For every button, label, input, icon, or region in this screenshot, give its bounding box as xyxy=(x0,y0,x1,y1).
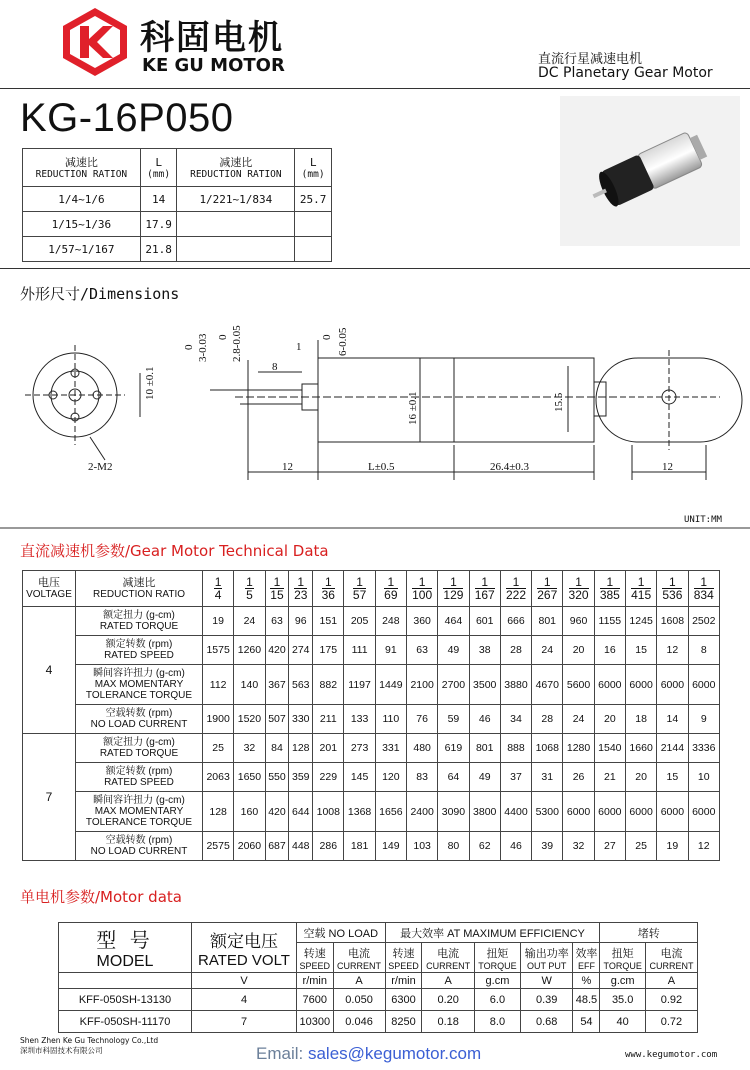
value-cell: 84 xyxy=(265,734,289,763)
voltage-cell: 7 xyxy=(23,734,76,861)
dimension-drawing xyxy=(0,300,750,535)
footer-email: Email: sales@kegumotor.com xyxy=(256,1044,482,1063)
value-cell: 273 xyxy=(344,734,375,763)
product-type-cn: 直流行星减速电机 xyxy=(538,52,643,67)
unit-cell: W xyxy=(520,973,573,989)
value-cell: 6000 xyxy=(594,665,625,705)
value-cell: 6000 xyxy=(688,792,719,832)
ratio-col-header: $\frac{1}{167}$ xyxy=(469,571,500,607)
value-cell: 229 xyxy=(313,763,344,792)
unit-cell: A xyxy=(333,973,385,989)
dim-d1-b: 3-0.03 xyxy=(197,333,209,362)
value-cell: 0.20 xyxy=(422,989,475,1011)
value-cell: 103 xyxy=(407,832,438,861)
l-cell: 14 xyxy=(140,187,177,212)
value-cell: 32 xyxy=(563,832,594,861)
dim-fifteen: 15.5 xyxy=(553,392,565,412)
dim-d2-b: 2.8-0.05 xyxy=(231,325,243,362)
dim-d2-a: 0 xyxy=(217,334,229,340)
value-cell: 35.0 xyxy=(600,989,646,1011)
param-label: 额定扭力 (g-cm) RATED TORQUE xyxy=(76,734,203,763)
voltage-cell: 4 xyxy=(23,607,76,734)
tech-table xyxy=(22,570,720,861)
ratio-cell xyxy=(177,212,295,237)
value-cell: 4 xyxy=(192,989,297,1011)
unit-cell: r/min xyxy=(385,973,422,989)
unit-cell: r/min xyxy=(297,973,334,989)
value-cell: 111 xyxy=(344,636,375,665)
motor-sub-header: 转速 SPEED xyxy=(297,943,334,973)
front-view xyxy=(25,345,140,460)
table-row xyxy=(59,1011,698,1033)
value-cell: 27 xyxy=(594,832,625,861)
ratio-col-header: $\frac{1}{267}$ xyxy=(532,571,563,607)
value-cell: 32 xyxy=(234,734,265,763)
value-cell: 1656 xyxy=(375,792,406,832)
value-cell: 211 xyxy=(313,705,344,734)
value-cell: 145 xyxy=(344,763,375,792)
value-cell: 1449 xyxy=(375,665,406,705)
motor-title: 单电机参数/Motor data xyxy=(20,888,182,906)
ratio-header: 减速比 REDUCTION RATIO xyxy=(76,571,203,607)
value-cell: 26 xyxy=(563,763,594,792)
value-cell: 181 xyxy=(344,832,375,861)
table-row xyxy=(23,832,720,861)
value-cell: 1540 xyxy=(594,734,625,763)
value-cell: 120 xyxy=(375,763,406,792)
value-cell: 2502 xyxy=(688,607,719,636)
value-cell: 0.050 xyxy=(333,989,385,1011)
unit-cell: A xyxy=(422,973,475,989)
value-cell: 550 xyxy=(265,763,289,792)
l-cell: 17.9 xyxy=(140,212,177,237)
value-cell: 420 xyxy=(265,636,289,665)
ratio-cell: 1/4~1/6 xyxy=(23,187,141,212)
value-cell: 1368 xyxy=(344,792,375,832)
table-row xyxy=(23,763,720,792)
l-cell: 21.8 xyxy=(140,237,177,262)
motor-sub-header: 电流 CURRENT xyxy=(422,943,475,973)
unit-cell: g.cm xyxy=(474,973,520,989)
value-cell: 1155 xyxy=(594,607,625,636)
value-cell: 330 xyxy=(289,705,313,734)
value-cell: 91 xyxy=(375,636,406,665)
value-cell: 201 xyxy=(313,734,344,763)
table-row xyxy=(23,665,720,705)
value-cell: 205 xyxy=(344,607,375,636)
value-cell: 37 xyxy=(500,763,531,792)
value-cell: 28 xyxy=(532,705,563,734)
value-cell: 6000 xyxy=(657,665,688,705)
table-row xyxy=(23,792,720,832)
dim-one: 1 xyxy=(296,341,302,353)
section-divider xyxy=(0,268,750,269)
value-cell: 1068 xyxy=(532,734,563,763)
value-cell: 1008 xyxy=(313,792,344,832)
value-cell: 3800 xyxy=(469,792,500,832)
value-cell: 6000 xyxy=(594,792,625,832)
value-cell: 6.0 xyxy=(474,989,520,1011)
value-cell: 1197 xyxy=(344,665,375,705)
l-cell xyxy=(295,212,332,237)
ratio-col-header: $\frac{1}{4}$ xyxy=(203,571,234,607)
value-cell: 46 xyxy=(469,705,500,734)
unit-cell: % xyxy=(573,973,600,989)
ratio-cell: 1/57~1/167 xyxy=(23,237,141,262)
value-cell: 175 xyxy=(313,636,344,665)
l-header-2: L (mm) xyxy=(295,149,332,187)
value-cell: 619 xyxy=(438,734,469,763)
dim-sixteen: 16 ±0.1 xyxy=(407,391,419,425)
value-cell: 448 xyxy=(289,832,313,861)
value-cell: 24 xyxy=(234,607,265,636)
value-cell: 420 xyxy=(265,792,289,832)
motor-sub-header: 扭矩 TORQUE xyxy=(474,943,520,973)
value-cell: 49 xyxy=(438,636,469,665)
value-cell: 149 xyxy=(375,832,406,861)
value-cell: 14 xyxy=(657,705,688,734)
model-cell: KFF-050SH-11170 xyxy=(59,1011,192,1033)
ratio-col-header: $\frac{1}{129}$ xyxy=(438,571,469,607)
dimensions-title: 外形尺寸/Dimensions xyxy=(20,285,180,303)
value-cell: 563 xyxy=(289,665,313,705)
dim-wl: L±0.5 xyxy=(368,461,395,473)
ratio-col-header: $\frac{1}{23}$ xyxy=(289,571,313,607)
value-cell: 63 xyxy=(265,607,289,636)
value-cell: 6000 xyxy=(625,792,656,832)
value-cell: 0.92 xyxy=(645,989,697,1011)
dim-eight: 8 xyxy=(272,361,278,373)
l-cell xyxy=(295,237,332,262)
value-cell: 331 xyxy=(375,734,406,763)
value-cell: 54 xyxy=(573,1011,600,1033)
param-label: 空载转数 (rpm) NO LOAD CURRENT xyxy=(76,832,203,861)
value-cell: 133 xyxy=(344,705,375,734)
param-label: 额定扭力 (g-cm) RATED TORQUE xyxy=(76,607,203,636)
value-cell: 80 xyxy=(438,832,469,861)
value-cell: 1660 xyxy=(625,734,656,763)
ratio-cell xyxy=(177,237,295,262)
value-cell: 360 xyxy=(407,607,438,636)
dim-w26: 26.4±0.3 xyxy=(490,461,530,473)
value-cell: 3090 xyxy=(438,792,469,832)
value-cell: 20 xyxy=(625,763,656,792)
value-cell: 480 xyxy=(407,734,438,763)
value-cell: 140 xyxy=(234,665,265,705)
value-cell: 359 xyxy=(289,763,313,792)
ratio-col-header: $\frac{1}{536}$ xyxy=(657,571,688,607)
value-cell: 76 xyxy=(407,705,438,734)
rated-volt-header: 额定电压 RATED VOLT xyxy=(192,923,297,973)
value-cell: 15 xyxy=(625,636,656,665)
value-cell: 1245 xyxy=(625,607,656,636)
value-cell: 24 xyxy=(532,636,563,665)
value-cell: 2575 xyxy=(203,832,234,861)
dim-m2: 2-M2 xyxy=(88,461,113,473)
footer-company: Shen Zhen Ke Gu Technology Co.,Ltd 深圳市科固技术有限公司 xyxy=(20,1036,159,1055)
value-cell: 31 xyxy=(532,763,563,792)
footer-website[interactable]: www.kegumotor.com xyxy=(625,1050,718,1060)
value-cell: 16 xyxy=(594,636,625,665)
dim-w12b: 12 xyxy=(662,461,673,473)
value-cell: 21 xyxy=(594,763,625,792)
unit-cell: V xyxy=(192,973,297,989)
email-link[interactable]: sales@kegumotor.com xyxy=(307,1044,482,1063)
value-cell: 28 xyxy=(500,636,531,665)
value-cell: 6000 xyxy=(625,665,656,705)
ratio-col-header: $\frac{1}{5}$ xyxy=(234,571,265,607)
param-label: 瞬间容许扭力 (g-cm) MAX MOMENTARY TOLERANCE TORQUE xyxy=(76,792,203,832)
value-cell: 507 xyxy=(265,705,289,734)
table-row xyxy=(23,636,720,665)
value-cell: 49 xyxy=(469,763,500,792)
value-cell: 5600 xyxy=(563,665,594,705)
value-cell: 0.39 xyxy=(520,989,573,1011)
tech-title: 直流减速机参数/Gear Motor Technical Data xyxy=(20,542,329,560)
ratio-header-2: 减速比 REDUCTION RATION xyxy=(177,149,295,187)
l-cell: 25.7 xyxy=(295,187,332,212)
value-cell: 367 xyxy=(265,665,289,705)
model-header: 型 号 MODEL xyxy=(59,923,192,973)
value-cell: 24 xyxy=(563,705,594,734)
value-cell: 7600 xyxy=(297,989,334,1011)
unit-blank xyxy=(59,973,192,989)
value-cell: 2100 xyxy=(407,665,438,705)
value-cell: 0.046 xyxy=(333,1011,385,1033)
value-cell: 2063 xyxy=(203,763,234,792)
value-cell: 601 xyxy=(469,607,500,636)
motor-sub-header: 效率 EFF xyxy=(573,943,600,973)
ratio-col-header: $\frac{1}{100}$ xyxy=(407,571,438,607)
value-cell: 644 xyxy=(289,792,313,832)
value-cell: 2700 xyxy=(438,665,469,705)
dim-d3-a: 0 xyxy=(321,334,333,340)
value-cell: 112 xyxy=(203,665,234,705)
value-cell: 0.18 xyxy=(422,1011,475,1033)
value-cell: 62 xyxy=(469,832,500,861)
value-cell: 0.72 xyxy=(645,1011,697,1033)
value-cell: 39 xyxy=(532,832,563,861)
value-cell: 83 xyxy=(407,763,438,792)
value-cell: 6000 xyxy=(657,792,688,832)
value-cell: 8 xyxy=(688,636,719,665)
value-cell: 0.68 xyxy=(520,1011,573,1033)
value-cell: 2144 xyxy=(657,734,688,763)
motor-sub-header: 输出功率 OUT PUT xyxy=(520,943,573,973)
value-cell: 48.5 xyxy=(573,989,600,1011)
dim-w12a: 12 xyxy=(282,461,293,473)
value-cell: 274 xyxy=(289,636,313,665)
table-row xyxy=(23,705,720,734)
value-cell: 8250 xyxy=(385,1011,422,1033)
value-cell: 40 xyxy=(600,1011,646,1033)
value-cell: 18 xyxy=(625,705,656,734)
ratio-col-header: $\frac{1}{69}$ xyxy=(375,571,406,607)
ratio-col-header: $\frac{1}{834}$ xyxy=(688,571,719,607)
stall-header: 堵转 xyxy=(600,923,698,943)
value-cell: 3336 xyxy=(688,734,719,763)
value-cell: 6000 xyxy=(688,665,719,705)
value-cell: 96 xyxy=(289,607,313,636)
value-cell: 38 xyxy=(469,636,500,665)
value-cell: 248 xyxy=(375,607,406,636)
value-cell: 10300 xyxy=(297,1011,334,1033)
unit-label: UNIT:MM xyxy=(684,515,722,525)
voltage-header: 电压 VOLTAGE xyxy=(23,571,76,607)
value-cell: 12 xyxy=(657,636,688,665)
value-cell: 801 xyxy=(469,734,500,763)
param-label: 空载转数 (rpm) NO LOAD CURRENT xyxy=(76,705,203,734)
model-title: KG-16P050 xyxy=(20,96,234,140)
value-cell: 888 xyxy=(500,734,531,763)
dim-ten: 10 ±0.1 xyxy=(144,366,156,400)
value-cell: 59 xyxy=(438,705,469,734)
model-cell: KFF-050SH-13130 xyxy=(59,989,192,1011)
value-cell: 128 xyxy=(289,734,313,763)
product-type-en: DC Planetary Gear Motor xyxy=(538,65,713,81)
unit-cell: A xyxy=(645,973,697,989)
ratio-col-header: $\frac{1}{415}$ xyxy=(625,571,656,607)
value-cell: 286 xyxy=(313,832,344,861)
value-cell: 9 xyxy=(688,705,719,734)
value-cell: 128 xyxy=(203,792,234,832)
param-label: 额定转数 (rpm) RATED SPEED xyxy=(76,636,203,665)
dim-d3-b: 6-0.05 xyxy=(337,327,349,356)
value-cell: 19 xyxy=(203,607,234,636)
value-cell: 687 xyxy=(265,832,289,861)
value-cell: 464 xyxy=(438,607,469,636)
value-cell: 25 xyxy=(625,832,656,861)
value-cell: 63 xyxy=(407,636,438,665)
l-header-1: L (mm) xyxy=(140,149,177,187)
value-cell: 20 xyxy=(563,636,594,665)
unit-cell: g.cm xyxy=(600,973,646,989)
motor-photo xyxy=(560,96,740,246)
value-cell: 960 xyxy=(563,607,594,636)
value-cell: 8.0 xyxy=(474,1011,520,1033)
value-cell: 666 xyxy=(500,607,531,636)
value-cell: 801 xyxy=(532,607,563,636)
table-row xyxy=(23,607,720,636)
brand-name-en: KE GU MOTOR xyxy=(142,55,285,76)
value-cell: 5300 xyxy=(532,792,563,832)
value-cell: 110 xyxy=(375,705,406,734)
value-cell: 20 xyxy=(594,705,625,734)
maxeff-header: 最大效率 AT MAXIMUM EFFICIENCY xyxy=(385,923,600,943)
noload-header: 空载 NO LOAD xyxy=(297,923,386,943)
motor-sub-header: 转速 SPEED xyxy=(385,943,422,973)
ratio-col-header: $\frac{1}{222}$ xyxy=(500,571,531,607)
value-cell: 1650 xyxy=(234,763,265,792)
brand-name-cn: 科固电机 xyxy=(140,18,284,58)
value-cell: 7 xyxy=(192,1011,297,1033)
ratio-header-1: 减速比 REDUCTION RATION xyxy=(23,149,141,187)
ratio-cell: 1/15~1/36 xyxy=(23,212,141,237)
value-cell: 1900 xyxy=(203,705,234,734)
value-cell: 19 xyxy=(657,832,688,861)
ratio-cell: 1/221~1/834 xyxy=(177,187,295,212)
motor-table xyxy=(58,922,698,1033)
kegu-logo-icon xyxy=(55,6,135,78)
value-cell: 12 xyxy=(688,832,719,861)
value-cell: 6000 xyxy=(563,792,594,832)
ratio-col-header: $\frac{1}{320}$ xyxy=(563,571,594,607)
value-cell: 64 xyxy=(438,763,469,792)
value-cell: 882 xyxy=(313,665,344,705)
ratio-col-header: $\frac{1}{385}$ xyxy=(594,571,625,607)
value-cell: 25 xyxy=(203,734,234,763)
motor-sub-header: 电流 CURRENT xyxy=(645,943,697,973)
value-cell: 160 xyxy=(234,792,265,832)
table-row xyxy=(59,989,698,1011)
value-cell: 1520 xyxy=(234,705,265,734)
value-cell: 6300 xyxy=(385,989,422,1011)
value-cell: 10 xyxy=(688,763,719,792)
value-cell: 3500 xyxy=(469,665,500,705)
ratio-col-header: $\frac{1}{57}$ xyxy=(344,571,375,607)
value-cell: 34 xyxy=(500,705,531,734)
param-label: 额定转数 (rpm) RATED SPEED xyxy=(76,763,203,792)
value-cell: 151 xyxy=(313,607,344,636)
ratio-table xyxy=(22,148,332,262)
value-cell: 1575 xyxy=(203,636,234,665)
table-row xyxy=(23,734,720,763)
value-cell: 46 xyxy=(500,832,531,861)
value-cell: 15 xyxy=(657,763,688,792)
value-cell: 1280 xyxy=(563,734,594,763)
header-divider xyxy=(0,88,750,89)
dim-d1-a: 0 xyxy=(183,344,195,350)
value-cell: 3880 xyxy=(500,665,531,705)
value-cell: 1608 xyxy=(657,607,688,636)
value-cell: 4400 xyxy=(500,792,531,832)
motor-sub-header: 电流 CURRENT xyxy=(333,943,385,973)
gear-motor-image-icon xyxy=(560,96,740,246)
value-cell: 1260 xyxy=(234,636,265,665)
logo xyxy=(55,6,135,78)
param-label: 瞬间容许扭力 (g-cm) MAX MOMENTARY TOLERANCE TORQUE xyxy=(76,665,203,705)
motor-sub-header: 扭矩 TORQUE xyxy=(600,943,646,973)
ratio-col-header: $\frac{1}{15}$ xyxy=(265,571,289,607)
value-cell: 2060 xyxy=(234,832,265,861)
ratio-col-header: $\frac{1}{36}$ xyxy=(313,571,344,607)
value-cell: 4670 xyxy=(532,665,563,705)
value-cell: 2400 xyxy=(407,792,438,832)
